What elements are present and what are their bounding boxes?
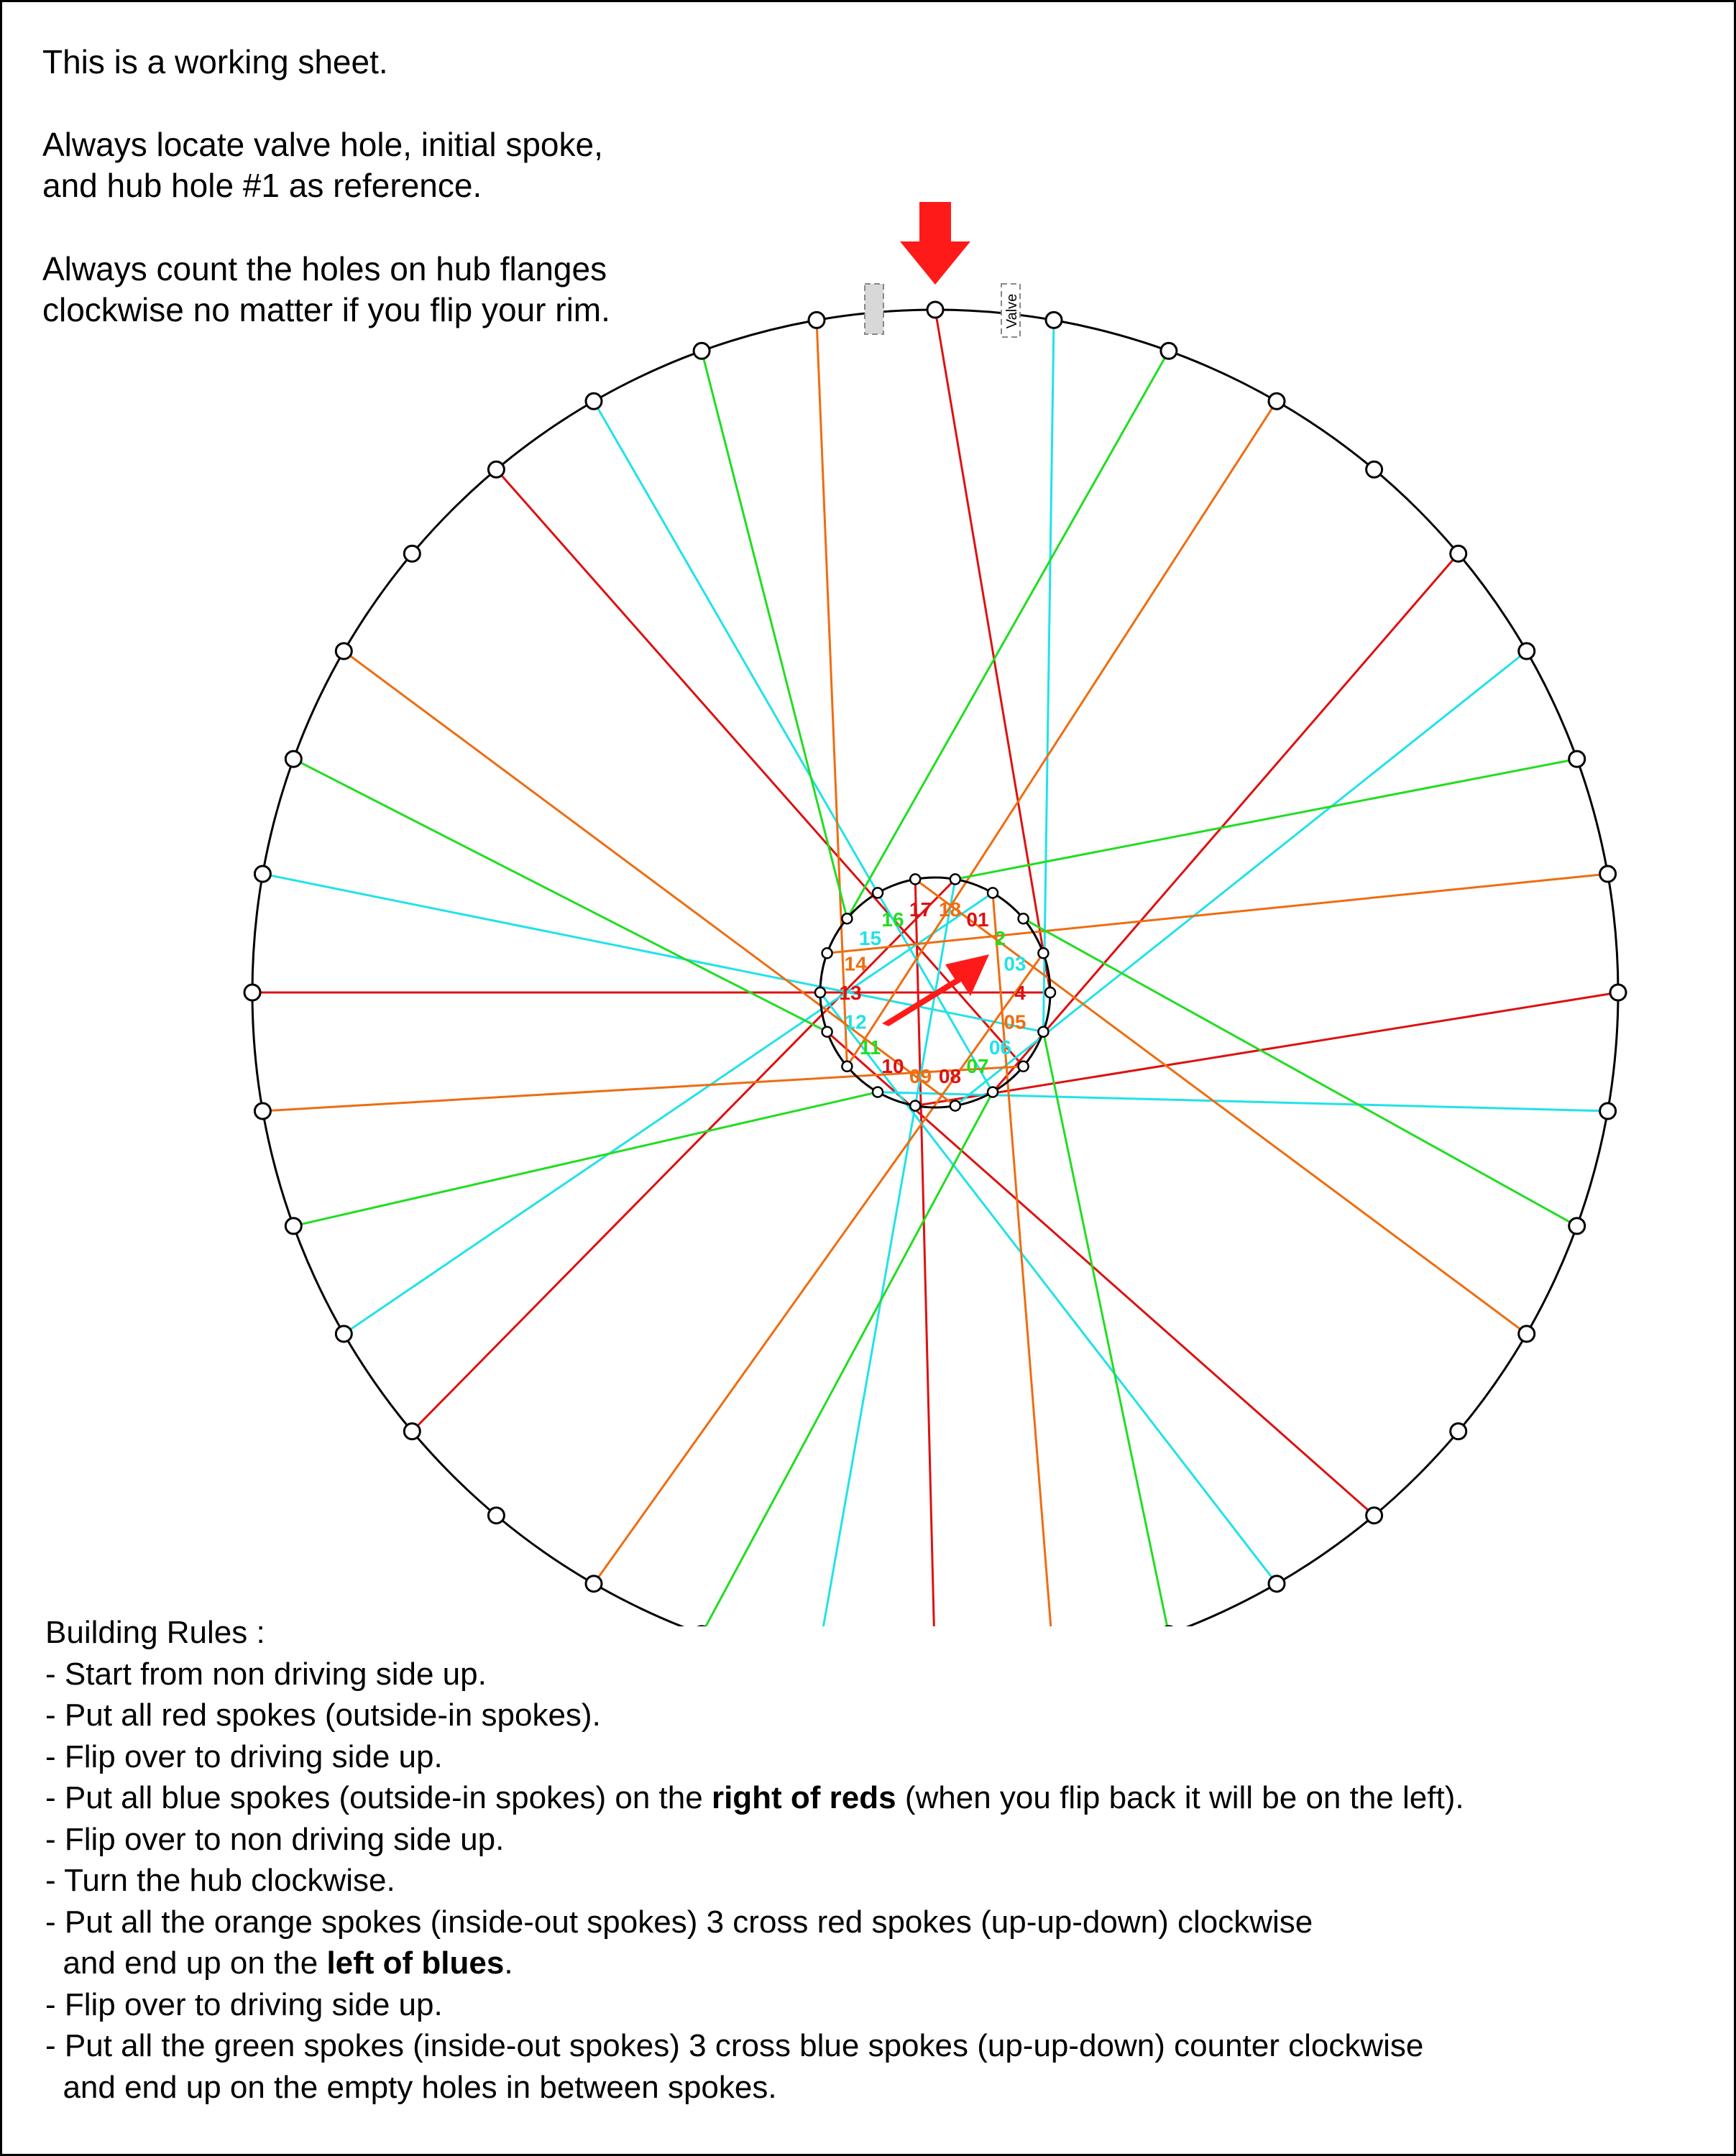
orange-spoke	[844, 401, 1277, 1067]
hub-hole	[988, 1087, 998, 1097]
rule-5: - Flip over to non driving side up.	[45, 1821, 505, 1857]
rule-7-emphasis: left of blues	[326, 1945, 505, 1981]
intro-reference-line2: and hub hole #1 as reference.	[42, 167, 482, 204]
rim-hole	[404, 1424, 420, 1439]
valve-marker	[1001, 284, 1020, 337]
rim-hole	[1161, 343, 1177, 359]
initial-spoke-arrow-icon	[900, 202, 970, 285]
green-spoke	[1043, 1032, 1169, 1626]
rim-hole	[1367, 1508, 1382, 1524]
blue-spoke	[1043, 320, 1054, 1031]
rim-hole	[1569, 751, 1585, 767]
hub-hole	[822, 1027, 832, 1037]
rim-holes	[244, 302, 1626, 1626]
rim-hole	[1269, 1576, 1285, 1592]
rule-7-line2	[45, 1943, 1720, 1984]
rim-hole	[404, 545, 420, 561]
rim-hole	[1519, 1326, 1535, 1342]
hub-hole-label: 10	[881, 1055, 904, 1078]
rim-hole	[488, 461, 504, 477]
hub-hole	[1038, 1027, 1048, 1037]
rim-hole	[586, 1576, 602, 1592]
rule-4-end: (when you flip back it will be on the left).	[896, 1780, 1464, 1815]
green-spoke	[702, 351, 847, 918]
rim-hole	[1519, 643, 1535, 659]
hub-hole-label: 12	[844, 1010, 867, 1033]
hub-hole	[815, 987, 825, 998]
intro-clockwise-line1: Always count the holes on hub flanges	[42, 250, 607, 287]
rim-hole	[1600, 1103, 1616, 1119]
hub-hole	[950, 1101, 960, 1111]
red-spoke	[412, 879, 955, 1431]
rule-7-end: .	[504, 1945, 513, 1981]
hub-hole-label: 13	[839, 982, 862, 1004]
rules-title: Building Rules :	[45, 1615, 265, 1650]
hub-hole	[1045, 987, 1055, 998]
red-spoke	[993, 553, 1459, 1092]
red-spoke	[915, 992, 1618, 1106]
rim-hole	[1451, 1424, 1466, 1439]
rim-hole	[586, 393, 602, 409]
rim-hole	[1046, 312, 1062, 328]
hub-hole	[842, 913, 852, 923]
hub-hole-label: 4	[1014, 982, 1026, 1004]
rule-9-line2: and end up on the empty holes in between spokes.	[45, 2069, 777, 2105]
rim-hole	[336, 1326, 352, 1342]
green-spoke	[1024, 918, 1577, 1226]
red-spoke	[496, 469, 1023, 1067]
rim-hole	[809, 312, 825, 328]
rule-9-line1: - Put all the green spokes (inside-out spokes) 3 cross blue spokes (up-up-down) counter clockwise	[45, 2028, 1424, 2063]
intro-clockwise-line2: clockwise no matter if you flip your rim.	[42, 291, 610, 328]
rim-hole	[1610, 985, 1626, 1000]
rim-hole	[285, 751, 301, 767]
hub-hole-label: 15	[859, 927, 882, 950]
wheel-lacing-diagram	[2, 2, 1736, 1626]
hub-hole	[910, 1101, 920, 1111]
hub-hole-label: 17	[909, 898, 932, 921]
hub-hole-label: 2	[994, 927, 1006, 950]
hub-hole-label: 05	[1004, 1010, 1027, 1033]
hub-hole	[910, 874, 920, 884]
hub-hole	[873, 1087, 883, 1097]
rule-3: - Flip over to driving side up.	[45, 1738, 443, 1774]
rule-4-emphasis: right of reds	[711, 1780, 896, 1815]
blue-spoke	[594, 401, 993, 1092]
hub-hole	[842, 1061, 852, 1072]
rule-8: - Flip over to driving side up.	[45, 1986, 443, 2022]
red-spoke	[915, 879, 935, 1626]
green-spoke	[847, 351, 1169, 918]
hub-hole-label: 09	[909, 1065, 932, 1088]
rim-hole	[927, 302, 943, 318]
rim-hole	[1569, 1218, 1585, 1234]
rim-hole	[336, 643, 352, 659]
rule-2: - Put all red spokes (outside-in spokes).	[45, 1697, 601, 1733]
rim-hole	[488, 1508, 504, 1524]
spokes-layer	[252, 310, 1618, 1626]
rim-hole	[1600, 866, 1616, 882]
hub-hole	[873, 888, 883, 898]
rule-7-line1: - Put all the orange spokes (inside-out spokes) 3 cross red spokes (up-up-down) clockwise	[45, 1904, 1313, 1940]
valve-label: Valve	[1004, 293, 1020, 329]
green-spoke	[702, 1092, 993, 1626]
hub-hole	[988, 888, 998, 898]
hub-hole-label: 08	[938, 1065, 962, 1088]
hub-hole	[950, 874, 960, 884]
rim-hole	[254, 1103, 270, 1119]
hub-hole-label: 11	[859, 1036, 881, 1059]
orange-spoke	[594, 953, 1043, 1583]
hub-hole-label: 18	[938, 898, 962, 921]
hub-hole	[822, 948, 832, 958]
rim-hole	[1367, 461, 1382, 477]
rule-4-start: - Put all blue spokes (outside-in spokes) on the	[45, 1780, 712, 1815]
hub-hole	[1019, 1061, 1029, 1072]
rim-hole	[694, 343, 709, 359]
green-spoke	[293, 1092, 878, 1226]
rim-marker	[865, 284, 883, 334]
rim-hole	[1269, 393, 1285, 409]
hub-hole-label: 03	[1004, 952, 1027, 975]
rim-hole	[1451, 545, 1466, 561]
hub-hole-label: 01	[966, 908, 989, 931]
rule-4	[45, 1777, 1720, 1819]
intro-working-sheet: This is a working sheet.	[42, 43, 388, 80]
building-rules	[45, 1612, 1720, 2108]
hub-hole-label: 06	[988, 1036, 1011, 1059]
hub-hole	[1038, 948, 1048, 958]
rule-6: - Turn the hub clockwise.	[45, 1863, 395, 1898]
rim-hole	[254, 866, 270, 882]
hub-hole-label: 14	[844, 952, 867, 975]
rim-hole	[244, 985, 260, 1000]
intro-reference-line1: Always locate valve hole, initial spoke,	[42, 126, 603, 163]
rim-hole	[285, 1218, 301, 1234]
blue-spoke	[344, 893, 993, 1334]
hub-hole	[1019, 913, 1029, 923]
rule-7-start: and end up on the	[45, 1945, 327, 1981]
hub-hole-label: 16	[881, 908, 904, 931]
hub-hole-label: 07	[966, 1055, 989, 1078]
rule-1: - Start from non driving side up.	[45, 1656, 487, 1692]
